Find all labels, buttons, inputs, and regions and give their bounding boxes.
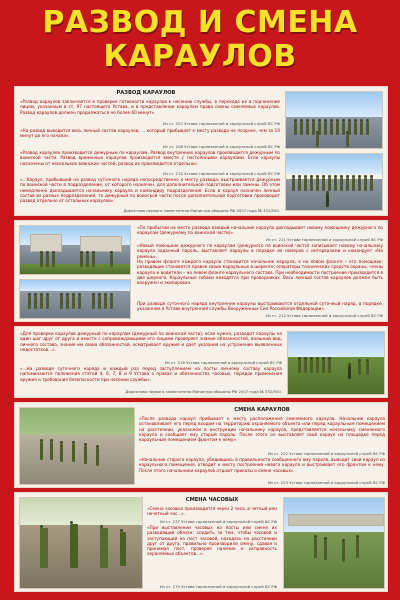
photo-sentry-change (283, 497, 385, 589)
chasovye-source-2: Из ст. 179 Устава гарнизонной и караульной служб ВС РФ (159, 584, 277, 589)
smena-source-2: Из ст. 223 Устава гарнизонной и караульной служб ВС РФ (267, 480, 385, 485)
photo-sentries (19, 497, 143, 589)
photo-formation-line (285, 153, 383, 211)
razvod-source-10: Директива первого заместителя Министра обороны РФ 2007 года № 332/500. (125, 389, 282, 394)
photo-columns (19, 279, 131, 319)
razvod-paragraph-8: При разводе суточного наряда внутренние караулы выстраиваются отдельной суточный наряд, в порядке, указанном в Уставе внутренней службы Вооруженных Сил Российской Федерации». (137, 301, 383, 312)
photo-guard-march (19, 407, 135, 485)
razvod-paragraph-5: «По прибытии на место развода каждый начальник караула докладывает новому помощнику дежурного по караулам (дежурному по воинской части)». (137, 225, 383, 236)
title-line-2: КАРАУЛОВ (103, 39, 297, 74)
panel-razvod-order (14, 220, 388, 322)
chasovye-source-1: Из ст. 237 Устава гарнизонной и караульной служб ВС РФ (159, 519, 277, 524)
razvod-source-5: Из ст. 211 Устава гарнизонной и караульной служб ВС РФ (265, 237, 383, 242)
smena-paragraph-1: «После развода караул прибывает к месту расположения сменяемого караула. Начальник караула останавливает его перед входом на территорию охраняемого объекта или перед караульным помещением на расстоянии, указанном в инструкции начальнику караула, представляется начальнику сменяемого караула и сообщает ему старый пароль. После этого он выставляет свой караул на площадке перед караульным помещением фронтом к нему». (139, 416, 385, 443)
razvod-source-2: Из ст. 208 Устава гарнизонной и караульной служб ВС РФ (162, 144, 280, 149)
razvod-source-3: Из ст. 210 Устава гарнизонной и караульной служб ВС РФ (162, 171, 280, 176)
photo-parade-ground (19, 225, 131, 275)
razvod-paragraph-6: «Новый помощник дежурного по караулам (дежурного по воинской части) записывает новому начальнику караула заданный пароль, выставляет караулы в порядке их номеров с интервалами и командует «На ремень». (137, 243, 383, 259)
razvod-paragraph-9: «Для проверки караулов дежурный по караулам (дежурный по воинской части), если нужно, разводит караулы на один шаг друг от друга и вместе с сопровождающими его лицами проверяет знание обязанностей, внешний вид, личного состава, знание им своих обязанностей, осматривает оружие и дает указания на устранение выявленных недостатков...». (20, 331, 282, 352)
razvod-source-4: Директива первого заместителя Министра обороны РФ 2007 года № 332/500. (123, 208, 280, 213)
panel-razvod-check (14, 326, 388, 398)
smena-paragraph-2: «Начальник старого караула, убедившись в правильности сообщенного ему пароля, выводит свой караул из караульного помещения, отводит к месту построения нового караула и выстраивает его фронтом к нему. После этого начальники караулов отдают приказы о смене часовых». (139, 457, 385, 473)
razvod-paragraph-2: «На развод выводится весь личный состав караулов, ... который прибывает к месту развода не позднее, чем за 10 минут до его начала». (20, 128, 280, 139)
section-header-smena: СМЕНА КАРАУЛОВ (234, 407, 290, 413)
razvod-paragraph-7: На правом фланге каждого караула становится начальник караула, а на левом фланге – его помощник; разводящие становятся правее своих караульных в шеренге; операторы технических средств охраны, члены караула и водители – на левом фланге караульного состава. При необходимости построение производится в две шеренги. Караульные собаки находятся при проводниках. Весь личный состав караулов должен быть вооружен и экипирован. (137, 259, 383, 286)
poster-title (0, 6, 400, 74)
photo-parade-ranks (285, 91, 383, 149)
razvod-paragraph-1: «Развод караулов заключается в проверке готовности караулов к несению службы, в переходе их в подчинение лицам, указанным в ст. 97 настоящего Устава, и в представлении караулам права смены сменяемых караулов. Развод караулов должен продолжаться не более 60 минут». (20, 99, 280, 115)
smena-source-1: Из ст. 222 Устава гарнизонной и караульной служб ВС РФ (267, 451, 385, 456)
section-header-razvod: РАЗВОД КАРАУЛОВ (116, 90, 176, 96)
razvod-source-8: Из ст. 212 Устава гарнизонной и караульной служб ВС РФ (265, 313, 383, 318)
razvod-paragraph-10: «...На разводе суточного наряда и каждый раз перед заступлением на посты личному составу караула напоминаются положения статей 4, 6, 7, 8 и 9 Устава о правах и обязанностях часовых, порядок применения оружия и требования безопасности при несении службы». (20, 366, 282, 382)
photo-inspection (287, 331, 385, 395)
panel-razvod (14, 86, 388, 216)
panel-chasovye (14, 492, 388, 592)
razvod-paragraph-3: «Развод караулов производится дежурным по караулам. Развод внутренних караулов производится дежурным по воинской части. Развод временных караулов производится вместе с постоянными караулами. Если караулы назначены от нескольких воинских частей, развод их производится отдельно». (20, 150, 280, 166)
title-line-1: РАЗВОД И СМЕНА (42, 5, 358, 40)
chasovye-paragraph-1: «Смена часовых производится через 2 часа, в четный или нечетный час...». (147, 506, 277, 517)
section-header-chasovye: СМЕНА ЧАСОВЫХ (185, 497, 239, 503)
razvod-paragraph-4: «...Караул, прибывший на развод суточного наряда непосредственно к месту развода, выстраивается дежурным по воинской части в подразделение, от которого назначен, для дополнительной подготовки или замены. Об этом немедленно докладывается начальнику караула и командиру подразделения. Если в караул назначен личный состав из разных подразделений, то дежурный по воинской части после дополнительной подготовки производит развод отдельно от остальных караулов». (20, 177, 280, 204)
razvod-source-9: Из ст. 216 Устава гарнизонной и караульной служб ВС РФ (164, 360, 282, 365)
chasovye-paragraph-2: «При выставлении часовых на посты или смене их разводящий обязан: следить за тем, чтобы часовой и заступающий на пост часовой, находясь на расстоянии друг от друга, правильно производили смену, сдавая и принимая пост, проверяя наличие и исправность охраняемых объектов...». (147, 525, 277, 557)
panel-smena (14, 402, 388, 488)
razvod-source-1: Из ст. 207 Устава гарнизонной и караульной служб ВС РФ (162, 121, 280, 126)
